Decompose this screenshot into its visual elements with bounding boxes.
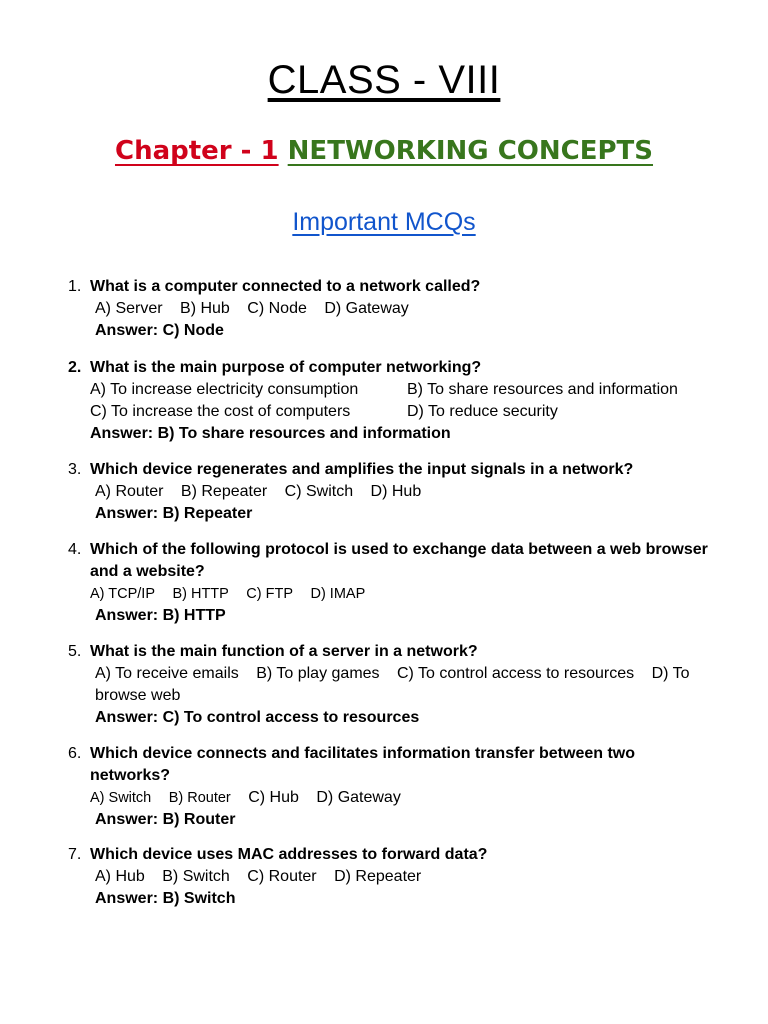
option-c: C) To control access to resources xyxy=(397,665,635,682)
answer: Answer: C) To control access to resources xyxy=(95,709,420,726)
chapter-name: NETWORKING CONCEPTS xyxy=(287,136,654,166)
option-d: D) Hub xyxy=(370,483,422,500)
option-c: C) Hub xyxy=(248,789,299,806)
question-text: Which device connects and facilitates information transfer between two networks? xyxy=(90,745,635,784)
option-d: D) To browse web xyxy=(95,665,690,704)
option-c: C) Router xyxy=(247,868,317,885)
question-7 xyxy=(68,844,738,910)
question-4 xyxy=(68,539,738,627)
question-2 xyxy=(68,357,738,445)
option-a: A) Hub xyxy=(95,868,145,885)
chapter-heading xyxy=(0,136,768,166)
question-text: What is the main purpose of computer networking? xyxy=(90,359,482,376)
answer: Answer: B) Router xyxy=(95,811,236,828)
question-number: 6. xyxy=(68,745,82,762)
question-text: Which device uses MAC addresses to forward data? xyxy=(90,846,488,863)
question-number: 5. xyxy=(68,643,82,660)
option-b: B) Hub xyxy=(180,300,230,317)
option-d: D) IMAP xyxy=(310,586,366,602)
question-options xyxy=(90,379,738,423)
option-a: A) Server xyxy=(95,300,163,317)
question-text: What is a computer connected to a network called? xyxy=(90,278,481,295)
option-a: A) Router xyxy=(95,483,164,500)
option-c: C) To increase the cost of computers xyxy=(90,403,351,420)
answer: Answer: B) HTTP xyxy=(95,607,226,624)
chapter-number: Chapter - 1 xyxy=(114,136,279,166)
option-a: A) Switch xyxy=(90,790,152,806)
option-b: B) Repeater xyxy=(180,483,268,500)
option-a: A) To increase electricity consumption xyxy=(90,381,359,398)
question-5 xyxy=(68,641,738,729)
question-number: 7. xyxy=(68,846,82,863)
option-a: A) TCP/IP xyxy=(90,586,155,602)
question-options xyxy=(90,866,738,888)
option-b: B) To play games xyxy=(256,665,380,682)
question-1 xyxy=(68,276,738,342)
answer: Answer: B) Switch xyxy=(95,890,236,907)
option-c: C) FTP xyxy=(246,586,294,602)
option-b: B) To share resources and information xyxy=(407,381,678,398)
section-subtitle: Important MCQs xyxy=(292,208,476,236)
option-c: C) Switch xyxy=(284,483,354,500)
question-number: 2. xyxy=(68,359,82,376)
option-b: B) Router xyxy=(168,790,231,806)
question-number: 3. xyxy=(68,461,82,478)
option-a: A) To receive emails xyxy=(95,665,239,682)
question-options xyxy=(90,787,738,809)
question-text: Which device regenerates and amplifies the input signals in a network? xyxy=(90,461,634,478)
answer: Answer: B) To share resources and information xyxy=(90,425,451,442)
answer: Answer: B) Repeater xyxy=(95,505,253,522)
question-options xyxy=(90,663,738,707)
question-options xyxy=(90,481,738,503)
option-d: D) Gateway xyxy=(316,789,401,806)
answer: Answer: C) Node xyxy=(95,322,224,339)
option-b: B) Switch xyxy=(162,868,230,885)
question-6 xyxy=(68,743,738,831)
question-text: Which of the following protocol is used to exchange data between a web browser and a website? xyxy=(90,541,708,580)
option-d: D) To reduce security xyxy=(407,403,558,420)
question-options xyxy=(90,583,738,605)
question-number: 4. xyxy=(68,541,82,558)
question-options xyxy=(90,298,738,320)
question-text: What is the main function of a server in a network? xyxy=(90,643,478,660)
option-d: D) Repeater xyxy=(334,868,422,885)
option-d: D) Gateway xyxy=(324,300,409,317)
page-title: CLASS - VIII xyxy=(267,58,501,102)
question-number: 1. xyxy=(68,278,82,295)
option-b: B) HTTP xyxy=(172,586,229,602)
question-3 xyxy=(68,459,738,525)
option-c: C) Node xyxy=(247,300,307,317)
